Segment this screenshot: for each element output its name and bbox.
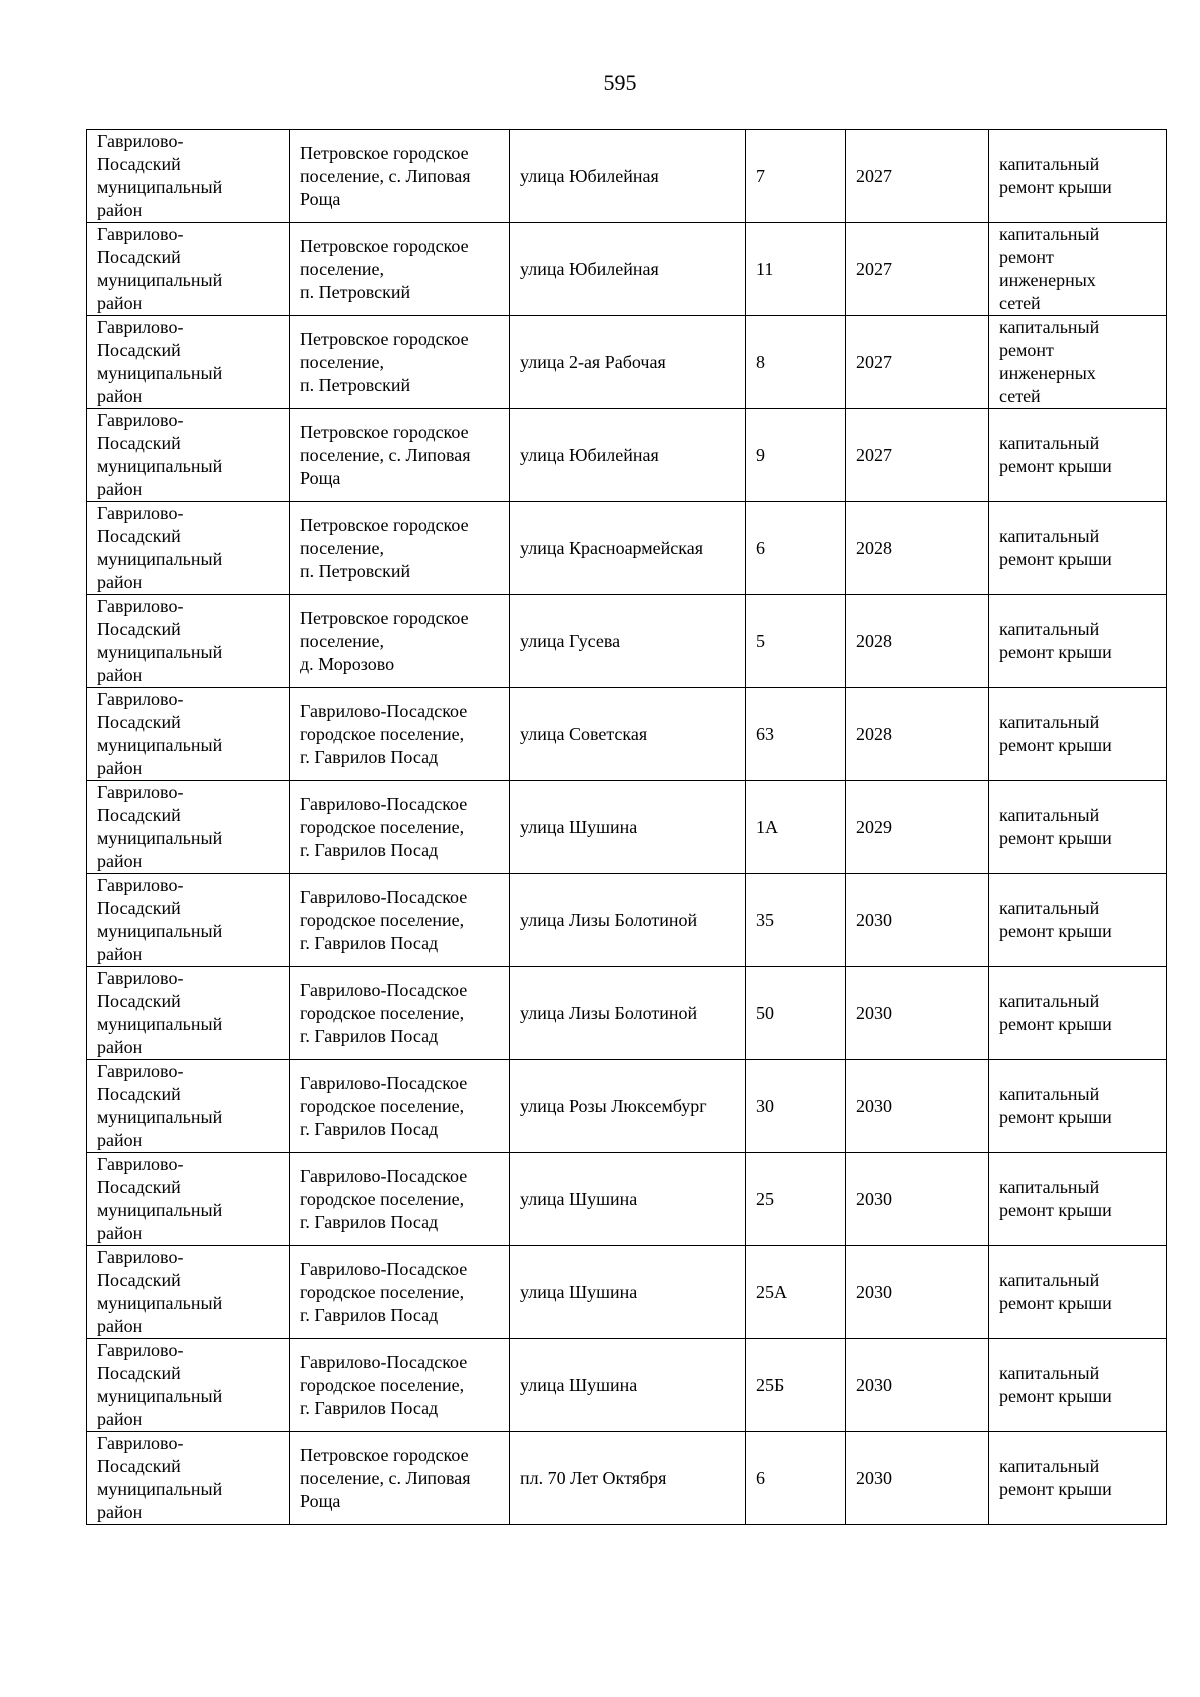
settlement-cell-text: Гаврилово-Посадское городское поселение, г. Гаврилов Посад [300,793,468,860]
district-cell [87,1432,290,1525]
district-cell [87,874,290,967]
house-number-cell-text: 6 [756,537,765,558]
year-cell-text: 2030 [856,1467,892,1488]
street-cell-text: улица Лизы Болотиной [520,909,698,930]
settlement-cell [290,1153,510,1246]
table-row [87,1060,1167,1153]
house-number-cell [746,688,846,781]
year-cell-text: 2028 [856,537,892,558]
work-type-cell [989,688,1167,781]
work-type-cell-text: капитальный ремонт инженерных сетей [999,224,1100,313]
street-cell-text: улица Шушина [520,1188,638,1209]
settlement-cell-text: Петровское городское поселение, с. Липовая Роща [300,1444,471,1511]
year-cell [846,1246,989,1339]
street-cell [510,1060,746,1153]
work-type-cell-text: капитальный ремонт крыши [999,1177,1112,1220]
district-cell [87,223,290,316]
street-cell-text: улица Шушина [520,1374,638,1395]
district-cell-text: Гаврилово- Посадский муниципальный район [97,1247,223,1336]
work-type-cell [989,781,1167,874]
district-cell-text: Гаврилово- Посадский муниципальный район [97,224,223,313]
table-row [87,502,1167,595]
house-number-cell-text: 25 [756,1188,774,1209]
street-cell-text: улица Юбилейная [520,444,659,465]
work-type-cell [989,1339,1167,1432]
street-cell-text: улица 2-ая Рабочая [520,351,666,372]
year-cell [846,1432,989,1525]
table-row [87,1432,1167,1525]
district-cell [87,502,290,595]
district-cell-text: Гаврилово- Посадский муниципальный район [97,1061,223,1150]
table-row [87,316,1167,409]
work-type-cell [989,1432,1167,1525]
district-cell-text: Гаврилово- Посадский муниципальный район [97,782,223,871]
table-row [87,223,1167,316]
work-type-cell [989,967,1167,1060]
year-cell-text: 2030 [856,909,892,930]
year-cell [846,502,989,595]
work-type-cell-text: капитальный ремонт крыши [999,1270,1112,1313]
district-cell [87,409,290,502]
work-type-cell-text: капитальный ремонт крыши [999,526,1112,569]
year-cell-text: 2027 [856,351,892,372]
settlement-cell-text: Гаврилово-Посадское городское поселение, г. Гаврилов Посад [300,1258,468,1325]
table-body [87,130,1167,1525]
page-number: 595 [603,70,637,95]
district-cell [87,1246,290,1339]
house-number-cell [746,874,846,967]
settlement-cell [290,688,510,781]
table-row [87,1339,1167,1432]
street-cell-text: улица Юбилейная [520,258,659,279]
settlement-cell-text: Гаврилово-Посадское городское поселение, г. Гаврилов Посад [300,1165,468,1232]
year-cell-text: 2028 [856,630,892,651]
settlement-cell [290,595,510,688]
table-row [87,130,1167,223]
work-type-cell-text: капитальный ремонт крыши [999,1363,1112,1406]
street-cell-text: улица Красноармейская [520,537,704,558]
table-row [87,688,1167,781]
year-cell [846,409,989,502]
street-cell [510,1246,746,1339]
house-number-cell-text: 25Б [756,1374,785,1395]
table-row [87,1246,1167,1339]
street-cell [510,502,746,595]
work-type-cell [989,874,1167,967]
district-cell [87,1339,290,1432]
street-cell [510,1339,746,1432]
house-number-cell [746,502,846,595]
work-type-cell [989,316,1167,409]
district-cell-text: Гаврилово- Посадский муниципальный район [97,1340,223,1429]
settlement-cell-text: Петровское городское поселение, д. Морозово [300,607,469,674]
settlement-cell [290,1060,510,1153]
district-cell [87,316,290,409]
work-type-cell [989,502,1167,595]
house-number-cell [746,1432,846,1525]
street-cell-text: улица Шушина [520,1281,638,1302]
house-number-cell-text: 35 [756,909,774,930]
street-cell [510,223,746,316]
settlement-cell [290,502,510,595]
street-cell [510,409,746,502]
year-cell-text: 2029 [856,816,892,837]
settlement-cell-text: Петровское городское поселение, с. Липовая Роща [300,142,471,209]
work-type-cell-text: капитальный ремонт крыши [999,805,1112,848]
house-number-cell-text: 11 [756,258,774,279]
house-number-cell [746,781,846,874]
house-number-cell-text: 30 [756,1095,774,1116]
work-type-cell [989,1153,1167,1246]
district-cell-text: Гаврилово- Посадский муниципальный район [97,1154,223,1243]
house-number-cell-text: 8 [756,351,765,372]
street-cell [510,874,746,967]
year-cell [846,688,989,781]
work-type-cell-text: капитальный ремонт крыши [999,712,1112,755]
district-cell [87,1153,290,1246]
settlement-cell-text: Гаврилово-Посадское городское поселение, г. Гаврилов Посад [300,979,468,1046]
settlement-cell-text: Гаврилово-Посадское городское поселение, г. Гаврилов Посад [300,886,468,953]
work-type-cell [989,409,1167,502]
settlement-cell [290,316,510,409]
year-cell-text: 2030 [856,1374,892,1395]
house-number-cell-text: 6 [756,1467,765,1488]
year-cell-text: 2027 [856,165,892,186]
house-number-cell [746,1246,846,1339]
year-cell-text: 2030 [856,1095,892,1116]
work-type-cell-text: капитальный ремонт крыши [999,991,1112,1034]
street-cell-text: улица Гусева [520,630,621,651]
district-cell [87,130,290,223]
settlement-cell-text: Гаврилово-Посадское городское поселение, г. Гаврилов Посад [300,1351,468,1418]
year-cell-text: 2027 [856,258,892,279]
year-cell [846,223,989,316]
district-cell-text: Гаврилово- Посадский муниципальный район [97,410,223,499]
house-number-cell-text: 1А [756,816,778,837]
settlement-cell [290,1432,510,1525]
work-type-cell-text: капитальный ремонт крыши [999,433,1112,476]
district-cell [87,781,290,874]
street-cell-text: улица Шушина [520,816,638,837]
street-cell [510,1432,746,1525]
year-cell-text: 2030 [856,1281,892,1302]
district-cell-text: Гаврилово- Посадский муниципальный район [97,1433,223,1522]
work-type-cell-text: капитальный ремонт крыши [999,1084,1112,1127]
year-cell [846,316,989,409]
settlement-cell [290,1339,510,1432]
settlement-cell-text: Гаврилово-Посадское городское поселение, г. Гаврилов Посад [300,1072,468,1139]
repair-schedule-table [86,129,1167,1525]
year-cell [846,781,989,874]
settlement-cell-text: Петровское городское поселение, п. Петровский [300,514,469,581]
house-number-cell [746,1153,846,1246]
year-cell [846,130,989,223]
district-cell [87,688,290,781]
settlement-cell-text: Петровское городское поселение, п. Петровский [300,328,469,395]
house-number-cell [746,967,846,1060]
district-cell-text: Гаврилово- Посадский муниципальный район [97,131,223,220]
table-row [87,1153,1167,1246]
work-type-cell-text: капитальный ремонт крыши [999,154,1112,197]
house-number-cell [746,409,846,502]
district-cell [87,1060,290,1153]
house-number-cell [746,595,846,688]
street-cell [510,688,746,781]
year-cell [846,967,989,1060]
street-cell [510,1153,746,1246]
year-cell [846,1339,989,1432]
work-type-cell-text: капитальный ремонт крыши [999,619,1112,662]
work-type-cell [989,595,1167,688]
house-number-cell-text: 25А [756,1281,787,1302]
house-number-cell-text: 9 [756,444,765,465]
house-number-cell [746,316,846,409]
street-cell [510,781,746,874]
year-cell-text: 2027 [856,444,892,465]
table-row [87,781,1167,874]
house-number-cell-text: 63 [756,723,774,744]
settlement-cell [290,967,510,1060]
year-cell [846,595,989,688]
settlement-cell [290,1246,510,1339]
settlement-cell [290,781,510,874]
settlement-cell [290,223,510,316]
settlement-cell-text: Петровское городское поселение, с. Липовая Роща [300,421,471,488]
settlement-cell-text: Гаврилово-Посадское городское поселение, г. Гаврилов Посад [300,700,468,767]
street-cell-text: улица Розы Люксембург [520,1095,707,1116]
house-number-cell [746,130,846,223]
year-cell-text: 2030 [856,1188,892,1209]
district-cell-text: Гаврилово- Посадский муниципальный район [97,875,223,964]
settlement-cell [290,130,510,223]
work-type-cell [989,130,1167,223]
district-cell-text: Гаврилово- Посадский муниципальный район [97,503,223,592]
district-cell [87,595,290,688]
settlement-cell [290,409,510,502]
street-cell-text: улица Юбилейная [520,165,659,186]
year-cell [846,1060,989,1153]
district-cell-text: Гаврилово- Посадский муниципальный район [97,968,223,1057]
street-cell-text: улица Лизы Болотиной [520,1002,698,1023]
street-cell [510,316,746,409]
district-cell [87,967,290,1060]
street-cell-text: улица Советская [520,723,648,744]
district-cell-text: Гаврилово- Посадский муниципальный район [97,596,223,685]
work-type-cell-text: капитальный ремонт крыши [999,898,1112,941]
street-cell [510,130,746,223]
settlement-cell-text: Петровское городское поселение, п. Петровский [300,235,469,302]
table-row [87,967,1167,1060]
table-row [87,595,1167,688]
house-number-cell [746,1339,846,1432]
house-number-cell-text: 50 [756,1002,774,1023]
work-type-cell [989,1246,1167,1339]
house-number-cell-text: 5 [756,630,765,651]
house-number-cell [746,1060,846,1153]
year-cell-text: 2030 [856,1002,892,1023]
year-cell-text: 2028 [856,723,892,744]
street-cell [510,967,746,1060]
district-cell-text: Гаврилово- Посадский муниципальный район [97,317,223,406]
year-cell [846,874,989,967]
settlement-cell [290,874,510,967]
work-type-cell-text: капитальный ремонт крыши [999,1456,1112,1499]
work-type-cell-text: капитальный ремонт инженерных сетей [999,317,1100,406]
district-cell-text: Гаврилово- Посадский муниципальный район [97,689,223,778]
work-type-cell [989,1060,1167,1153]
year-cell [846,1153,989,1246]
table-row [87,874,1167,967]
street-cell [510,595,746,688]
house-number-cell [746,223,846,316]
street-cell-text: пл. 70 Лет Октября [520,1467,667,1488]
work-type-cell [989,223,1167,316]
house-number-cell-text: 7 [756,165,765,186]
table-row [87,409,1167,502]
